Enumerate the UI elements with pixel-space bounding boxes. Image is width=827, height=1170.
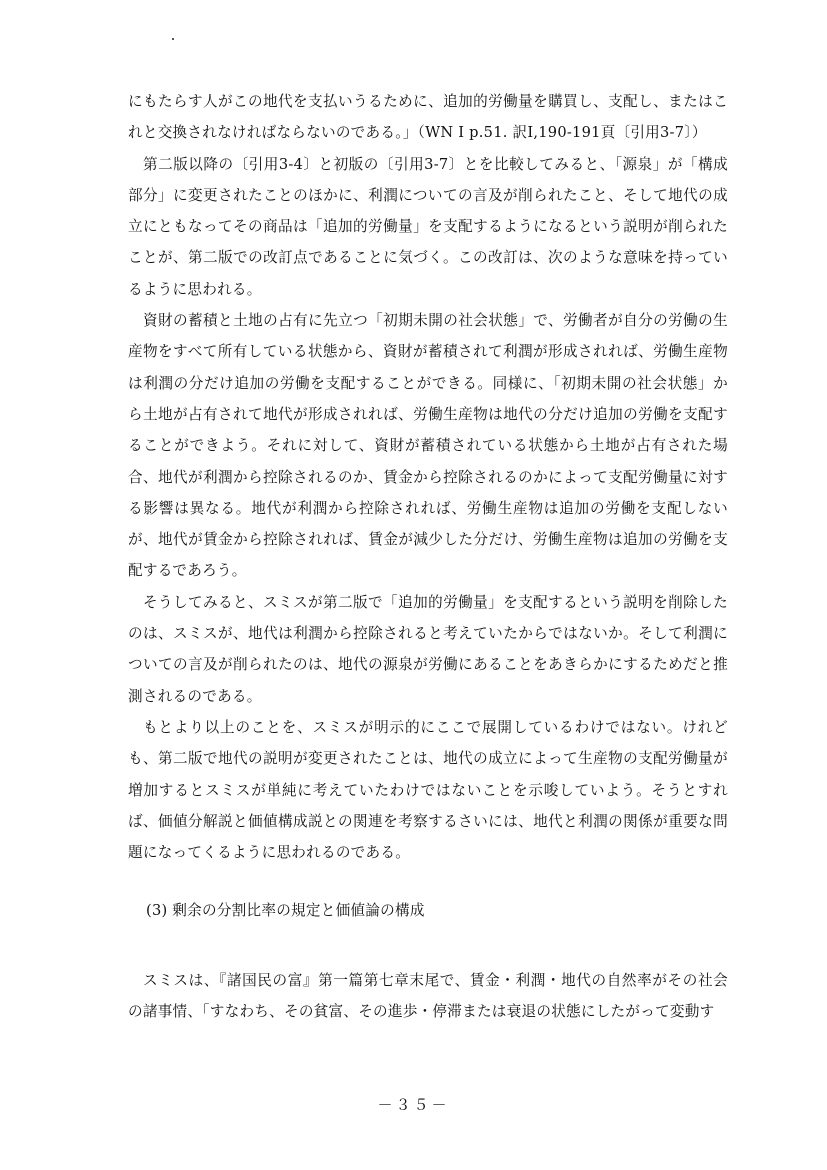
paragraph-comparison: 第二版以降の〔引用3-4〕と初版の〔引用3-7〕とを比較してみると、「源泉」が「構成部分」に変更されたことのほかに、利潤についての言及が削られたこと、そして地代の成立にともなってその商品は「追加的労働量」を支配するようになるという説明が削られたことが、第二版での改訂点であることに気づく。この改訂は、次のような意味を持っているように思われる。 [128,155,728,298]
paragraph-analysis: 資財の蓄積と土地の占有に先立つ「初期未開の社会状態」で、労働者が自分の労働の生産物をすべて所有している状態から、資財が蓄積されて利潤が形成されれば、労働生産物は利潤の分だけ追加の労働を支配することができる。同様に、「初期未開の社会状態」から土地が占有されて地代が形成されれば、労働生産物は地代の分だけ追加の労働を支配することができよう。それに対して、資財が蓄積されている状態から土地が占有された場合、地代が利潤から控除されるのか、賃金から控除されるのかによって支配労働量に対する影響は異なる。地代が利潤から控除されれば、労働生産物は追加の労働を支配しないが、地代が賃金から控除されれば、賃金が減少した分だけ、労働生産物は追加の労働を支配するであろう。 [128,312,728,580]
paragraph-section-start: スミスは、『諸国民の富』第一篇第七章末尾で、賃金・利潤・地代の自然率がその社会の諸事情、「すなわち、その貧富、その進歩・停滞または衰退の状態にしたがって変動す [128,971,728,1021]
scan-speck [172,38,174,40]
section-heading: (3) 剰余の分割比率の規定と価値論の構成 [146,902,425,920]
paragraph-continuation: にもたらす人がこの地代を支払いうるために、追加的労働量を購買し、支配し、またはこれと交換されなければならないのである。」（WN Ⅰ p.51. 訳Ⅰ,190-191頁〔引用3-7〕） [128,93,728,142]
document-body [128,86,728,1027]
paragraph-conclusion: もとより以上のことを、スミスが明示的にここで展開しているわけではない。けれども、第二版で地代の説明が変更されたことは、地代の成立によって生産物の支配労働量が増加するとスミスが単純に考えていたわけではないことを示唆していよう。そうとすれば、価値分解説と価値構成説との関連を考察するさいには、地代と利潤の関係が重要な問題になってくるように思われるのである。 [128,718,728,862]
page-number: －３５－ [377,1096,450,1114]
paragraph-inference: そうしてみると、スミスが第二版で「追加的労働量」を支配するという説明を削除したのは、スミスが、地代は利潤から控除されると考えていたからではないか。そして利潤についての言及が削られたのは、地代の源泉が労働にあることをあきらかにするためだと推測されるのである。 [128,593,728,705]
